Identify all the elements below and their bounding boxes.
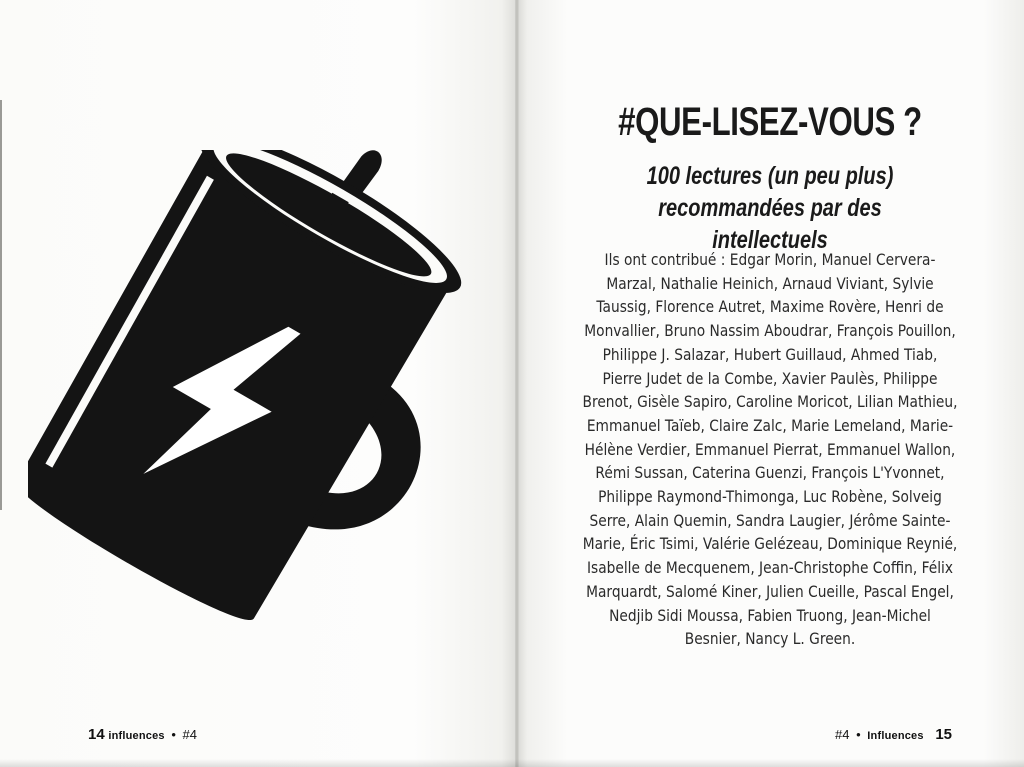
magazine-brand: Influences xyxy=(867,730,924,742)
page-footer-right xyxy=(835,726,952,743)
page-footer-left xyxy=(88,726,197,743)
page-number: 15 xyxy=(935,726,952,743)
page-number: 14 xyxy=(88,726,105,743)
subtitle-line-1: 100 lectures (un peu plus) xyxy=(646,162,894,190)
coffee-mug-lightning-icon xyxy=(28,150,508,620)
issue-number: #4 xyxy=(182,727,197,742)
magazine-brand: influences xyxy=(108,730,165,742)
page-subtitle xyxy=(599,160,941,256)
page-edge-divider xyxy=(0,100,2,510)
book-gutter xyxy=(515,0,519,767)
page-bottom-shadow xyxy=(0,759,1024,767)
footer-separator: • xyxy=(856,727,861,742)
contributors-paragraph: Ils ont contribué : Edgar Morin, Manuel Cervera-Marzal, Nathalie Heinich, Arnaud Viviant, Sylvie Taussig, Florence Autret, Maxime Rovère, Henri de Monvallier, Bruno Nassim Aboudrar, François Pouillon, Philippe J. Salazar, Hubert Guillaud, Ahmed Tiab, Pierre Judet de la Combe, Xavier Paulès, Philippe Brenot, Gisèle Sapiro, Caroline Moricot, Lilian Mathieu, Emmanuel Taïeb, Claire Zalc, Marie Lemeland, Marie-Hélène Verdier, Emmanuel Pierrat, Emmanuel Wallon, Rémi Sussan, Caterina Guenzi, François L'Yvonnet, Philippe Raymond-Thimonga, Luc Robène, Solveig Serre, Alain Quemin, Sandra Laugier, Jérôme Sainte-Marie, Éric Tsimi, Valérie Gelézeau, Dominique Reynié, Isabelle de Mecquenem, Jean-Christophe Coffin, Félix Marquardt, Salomé Kiner, Julien Cueille, Pascal Engel, Nedjib Sidi Moussa, Fabien Truong, Jean-Michel Besnier, Nancy L. Green. xyxy=(582,250,958,649)
issue-number: #4 xyxy=(835,727,850,742)
subtitle-line-2: recommandées par des intellectuels xyxy=(658,194,882,254)
footer-separator: • xyxy=(171,727,176,742)
page-title: #QUE-LISEZ-VOUS ? xyxy=(618,100,922,144)
